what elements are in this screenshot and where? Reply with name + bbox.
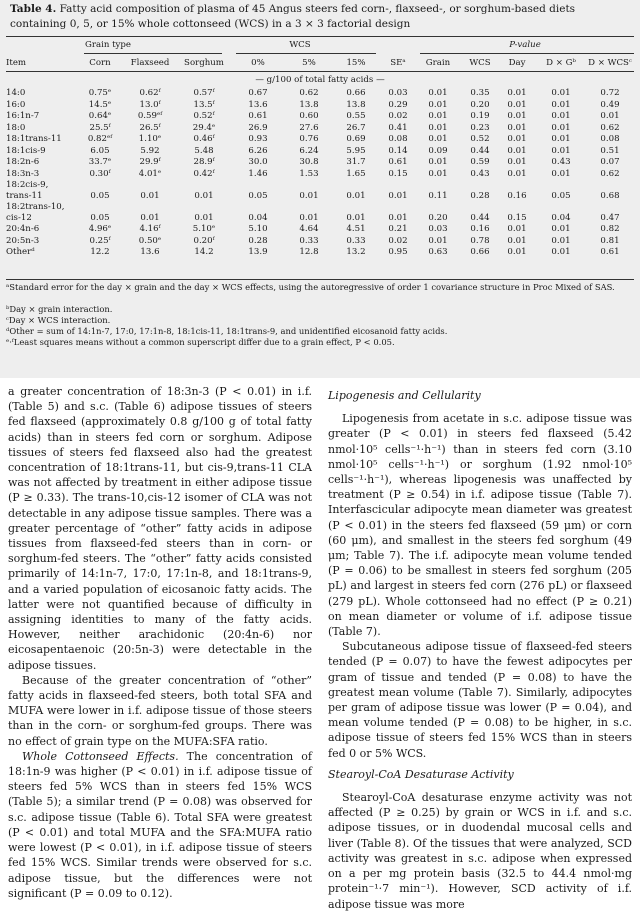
table-cell: 26.9	[248, 122, 268, 133]
group-header-grain: Grain type	[84, 40, 132, 50]
table-cell: 0.82ᵉᶠ	[87, 134, 113, 144]
table-cell: 0.02	[388, 235, 408, 246]
footnote-b: ᵇDay × grain interaction.	[6, 304, 113, 314]
row-label: 18:0	[6, 122, 26, 133]
table-cell: 13.2	[346, 247, 366, 257]
pvalue-group-rule	[420, 53, 634, 54]
table-cell: 26.7	[346, 122, 366, 133]
right-paragraph-1: Lipogenesis from acetate in s.c. adipose tissue was greater (P < 0.01) in steers fed flaxseed (5.42 nmol·10⁵ cells⁻¹·h⁻¹) than in steers fed corn (3.10 nmol·10⁵ cells⁻¹·h⁻¹) or sorghum (1.92 nmol·10⁵ cells⁻¹·h⁻¹), whereas lipogenesis was unaffected by treatment (P ≥ 0.54) in i.f. adipose tissue (Table 7). Interfascicular adipocyte mean diameter was greatest (P < 0.01) in the steers fed flaxseed (59 μm) or corn (60 μm), and smallest in the steers fed sorghum (49 μm; Table 7). The i.f. adipocyte mean volume tended (P = 0.06) to be smallest in steers fed sorghum (205 pL) and largest in steers fed corn (276 pL) or flaxseed (279 pL). Whole cottonseed had no effect (P ≥ 0.21) on mean diameter or volume of i.f. adipose tissue (Table 7).	[328, 412, 632, 639]
table-cell: 0.01	[428, 157, 448, 167]
table-cell: 0.01	[428, 134, 448, 144]
table-cell: 0.33	[299, 235, 319, 246]
left-paragraph-1: a greater concentration of 18:3n-3 (P < 0.01) in i.f. (Table 5) and s.c. (Table 6) adipose tissues of steers fed flaxseed (approximately 0.8 g/100 g of total fatty acids) than in steers fed corn or sorghum. Adipose tissues of steers fed flaxseed also had the greatest concentration of 18:1trans-11, but cis-9,trans-11 CLA was not affected by treatment in either adipose tissue (P ≥ 0.33). The trans-10,cis-12 isomer of CLA was not detectable in any adipose tissue samples. There was a greater percentage of “other” fatty acids in adipose tissues from flaxseed-fed steers than in corn- or sorghum-fed steers. The “other” fatty acids consisted primarily of 14:1n-7, 17:0, 17:1n-8, and 18:1trans-9, and a varied population of eicosanoic fatty acids. The latter were not quantified because of difficulty in assigning identities to many of the fatty acids. However, neither arachidonic (20:4n-6) nor eicosapentaenoic (20:5n-3) were detectable in the adipose tissues.	[8, 385, 312, 672]
table-cell: 0.42ᶠ	[193, 168, 215, 179]
wcs-group-rule	[236, 53, 376, 54]
table-cell: 0.01	[507, 168, 527, 179]
table-cell: 0.72	[600, 88, 620, 98]
table-cell: 25.5ᶠ	[89, 122, 111, 133]
table-cell: 0.47	[600, 213, 620, 223]
table-row	[0, 180, 640, 201]
table-cell: 1.53	[299, 168, 319, 179]
table-cell: 0.69	[346, 134, 366, 144]
table-cell: 0.20	[470, 99, 490, 110]
table-cell: 0.01	[507, 145, 527, 156]
table-cell: 0.43	[551, 157, 571, 167]
table-cell: 0.55	[346, 111, 366, 121]
table-cell: 0.20ᶠ	[193, 235, 215, 246]
table-cell: 0.20	[428, 213, 448, 223]
table-cell: 1.10ᵉ	[138, 134, 162, 144]
grain-group-rule	[84, 53, 222, 54]
table-row	[0, 202, 640, 223]
scd-heading: Stearoyl-CoA Desaturase Activity	[328, 767, 514, 781]
table-cell: 30.0	[248, 157, 268, 167]
table-cell: 0.66	[346, 88, 366, 98]
top-rule	[6, 36, 634, 37]
table-cell: 0.23	[470, 122, 490, 133]
table-cell: 1.65	[346, 168, 366, 179]
table-cell: 0.01	[428, 122, 448, 133]
table-cell: 0.61	[388, 157, 408, 167]
table-cell: 14.5ᵉ	[88, 99, 112, 110]
group-header-wcs: WCS	[289, 40, 311, 50]
table-cell: 0.16	[507, 191, 527, 201]
table-cell: 0.50ᵉ	[138, 235, 162, 246]
row-label-cont: trans-11	[6, 191, 43, 201]
table-cell: 0.46ᶠ	[193, 134, 215, 144]
group-header-pvalue: P-value	[509, 40, 541, 50]
table-cell: 0.81	[600, 235, 620, 246]
table-cell: 0.05	[90, 213, 110, 223]
table-cell: 0.43	[470, 168, 490, 179]
table-cell: 0.01	[428, 168, 448, 179]
table-cell: 0.09	[428, 145, 448, 156]
table-cell: 5.92	[140, 145, 160, 156]
col-header-p-grain: Grain	[425, 58, 451, 68]
table-cell: 0.44	[470, 145, 490, 156]
table-cell: 0.04	[248, 213, 268, 223]
table-cell: 0.52	[470, 134, 490, 144]
table-cell: 6.24	[299, 145, 319, 156]
col-header-se: SEᵃ	[390, 58, 406, 68]
table-cell: 1.46	[248, 168, 268, 179]
table-cell: 0.01	[428, 111, 448, 121]
table-caption-text: Fatty acid composition of plasma of 45 Angus steers fed corn-, flaxseed-, or sorghum-based diets containing 0, 5, or 15% whole cottonseed (WCS) in a 3 × 3 factorial design	[10, 3, 576, 30]
row-label: Otherᵈ	[6, 247, 35, 257]
table-cell: 0.01	[551, 134, 571, 144]
left-text-column	[8, 384, 312, 901]
table-cell: 0.01	[551, 224, 571, 234]
table-row	[0, 169, 640, 180]
table-cell: 0.08	[388, 134, 408, 144]
header-rule	[6, 71, 634, 72]
table-cell: 0.02	[388, 111, 408, 121]
table-cell: 0.51	[600, 145, 620, 156]
table-cell: 0.62	[299, 88, 319, 98]
table-row	[0, 236, 640, 247]
col-header-flaxseed: Flaxseed	[130, 58, 170, 68]
right-paragraph-2: Subcutaneous adipose tissue of flaxseed-fed steers tended (P = 0.07) to have the fewest adipocytes per gram of tissue and tended (P = 0.08) to have the greatest mean volume (Table 7). Similarly, adipocytes per gram of adipose tissue was lower (P = 0.04), and mean volume tended (P = 0.08) to be higher, in s.c. adipose tissue of steers fed 15% WCS than in steers fed 0 or 5% WCS.	[328, 640, 632, 760]
table-cell: 0.62ᶠ	[139, 88, 161, 98]
table-cell: 0.01	[428, 235, 448, 246]
row-label: 18:1cis-9	[6, 145, 46, 156]
table-cell: 0.01	[551, 145, 571, 156]
table-cell: 30.8	[299, 157, 319, 167]
table-cell: 0.57ᶠ	[193, 88, 215, 98]
table-cell: 0.04	[551, 213, 571, 223]
table-section	[0, 0, 640, 378]
table-cell: 0.01	[507, 247, 527, 257]
footnote-d: ᵈOther = sum of 14:1n-7, 17:0, 17:1n-8, 18:1cis-11, 18:1trans-9, and unidentified eicosanoid fatty acids.	[6, 326, 448, 336]
table-cell: 0.78	[470, 235, 490, 246]
table-cell: 0.01	[507, 157, 527, 167]
table-cell: 0.52ᶠ	[193, 111, 215, 121]
table-cell: 6.05	[90, 145, 110, 156]
table-cell: 13.5ᶠ	[193, 99, 215, 110]
table-title: Table 4.	[10, 3, 57, 15]
table-cell: 0.01	[140, 213, 160, 223]
table-cell: 0.28	[248, 235, 268, 246]
row-label: 20:5n-3	[6, 235, 40, 246]
table-cell: 0.01	[428, 88, 448, 98]
table-cell: 0.01	[194, 213, 214, 223]
table-cell: 0.68	[600, 191, 620, 201]
footnote-a: ᵃStandard error for the day × grain and the day × WCS effects, using the autoregressive of order 1 covariance structure in Proc Mixed of SAS.	[6, 282, 615, 292]
footnote-c: ᶜDay × WCS interaction.	[6, 315, 111, 325]
table-cell: 0.76	[299, 134, 319, 144]
left-paragraph-2: Because of the greater concentration of “other” fatty acids in flaxseed-fed steers, both total SFA and MUFA were lower in i.f. adipose tissue of those steers than in the corn- or sorghum-fed groups. There was no effect of grain type on the MUFA:SFA ratio.	[8, 673, 312, 748]
table-cell: 0.59ᵉᶠ	[137, 111, 163, 121]
table-cell: 0.11	[428, 191, 448, 201]
table-cell: 0.05	[90, 191, 110, 201]
table-cell: 12.8	[299, 247, 319, 257]
row-label: 20:4n-6	[6, 224, 40, 234]
table-cell: 0.01	[194, 191, 214, 201]
table-cell: 0.49	[600, 99, 620, 110]
table-cell: 0.07	[600, 157, 620, 167]
col-header-wcs-5: 5%	[302, 58, 316, 68]
table-cell: 28.9ᶠ	[193, 157, 215, 167]
row-label: 16:1n-7	[6, 111, 40, 121]
col-header-sorghum: Sorghum	[184, 58, 224, 68]
table-row	[0, 88, 640, 99]
table-cell: 0.19	[470, 111, 490, 121]
table-cell: 0.01	[140, 191, 160, 201]
table-cell: 12.2	[90, 247, 110, 257]
table-cell: 13.6	[248, 99, 268, 110]
lipogenesis-heading: Lipogenesis and Cellularity	[328, 389, 481, 402]
table-cell: 0.03	[388, 88, 408, 98]
table-cell: 0.01	[507, 99, 527, 110]
row-label: 16:0	[6, 99, 26, 110]
col-header-p-dxg: D × Gᵇ	[546, 58, 576, 68]
table-cell: 0.28	[470, 191, 490, 201]
table-cell: 0.61	[248, 111, 268, 121]
table-cell: 5.10ᵉ	[192, 224, 216, 234]
table-cell: 0.01	[507, 224, 527, 234]
table-cell: 0.93	[248, 134, 268, 144]
table-cell: 0.95	[388, 247, 408, 257]
table-cell: 33.7ᵉ	[88, 157, 112, 167]
col-header-item: Item	[6, 58, 27, 68]
table-cell: 0.01	[428, 99, 448, 110]
table-cell: 0.01	[346, 213, 366, 223]
table-cell: 0.01	[346, 191, 366, 201]
table-cell: 0.01	[299, 213, 319, 223]
table-cell: 0.62	[600, 122, 620, 133]
row-label: 18:1trans-11	[6, 134, 62, 144]
table-cell: 0.03	[428, 224, 448, 234]
table-cell: 0.01	[299, 191, 319, 201]
table-cell: 13.6	[140, 247, 160, 257]
row-label: 18:2n-6	[6, 157, 40, 167]
table-cell: 0.21	[388, 224, 408, 234]
table-cell: 0.01	[551, 235, 571, 246]
table-cell: 0.61	[600, 247, 620, 257]
table-cell: 4.01ᵉ	[138, 168, 162, 179]
table-cell: 0.01	[551, 111, 571, 121]
table-cell: 0.14	[388, 145, 408, 156]
row-label: 18:3n-3	[6, 168, 40, 179]
table-row	[0, 134, 640, 145]
table-caption	[10, 2, 625, 32]
row-label-cont: cis-12	[6, 213, 32, 223]
table-cell: 0.67	[248, 88, 268, 98]
table-cell: 0.01	[388, 191, 408, 201]
table-cell: 29.4ᵉ	[192, 122, 216, 133]
right-text-column	[328, 384, 632, 912]
table-cell: 0.63	[428, 247, 448, 257]
table-cell: 14.2	[194, 247, 214, 257]
table-cell: 0.05	[551, 191, 571, 201]
table-cell: 0.25ᶠ	[89, 235, 111, 246]
left-paragraph-3	[8, 749, 312, 901]
table-cell: 0.01	[388, 213, 408, 223]
row-label: 18:2trans-10,	[6, 202, 65, 212]
table-cell: 0.01	[551, 122, 571, 133]
table-cell: 0.64ᵉ	[88, 111, 112, 121]
col-header-wcs-0: 0%	[251, 58, 265, 68]
table-cell: 0.01	[551, 99, 571, 110]
table-cell: 0.01	[551, 88, 571, 98]
table-cell: 5.10	[248, 224, 268, 234]
table-cell: 0.29	[388, 99, 408, 110]
unit-line: — g/100 of total fatty acids —	[255, 75, 385, 85]
table-cell: 0.30ᶠ	[89, 168, 111, 179]
table-cell: 0.35	[470, 88, 490, 98]
col-header-p-wcs: WCS	[469, 58, 491, 68]
wcs-effects-heading: Whole Cottonseed Effects.	[22, 749, 179, 763]
table-row	[0, 111, 640, 122]
left-paragraph-3-text: The concentration of 18:1n-9 was higher (P < 0.01) in i.f. adipose tissue of steers fed 5% WCS than in steers fed 15% WCS (Table 5); a similar trend (P = 0.08) was observed for s.c. adipose tissue (Table 6). Total SFA were greatest (P < 0.01) and total MUFA and the SFA:MUFA ratio were lowest (P < 0.01), in i.f. adipose tissue of steers fed 15% WCS. Similar trends were observed for s.c. adipose tissue, but the differences were not significant (P = 0.09 to 0.12).	[8, 749, 312, 900]
unit-line-text: g/100 of total fatty acids	[266, 75, 374, 85]
table-cell: 0.66	[470, 247, 490, 257]
table-row	[0, 224, 640, 235]
table-cell: 0.75ᵉ	[88, 88, 112, 98]
table-cell: 13.8	[346, 99, 366, 110]
table-cell: 0.16	[470, 224, 490, 234]
table-row	[0, 157, 640, 168]
table-cell: 4.64	[299, 224, 319, 234]
table-cell: 4.96ᵉ	[88, 224, 112, 234]
table-row	[0, 146, 640, 157]
table-row	[0, 100, 640, 111]
table-cell: 4.16ᶠ	[139, 224, 161, 234]
table-cell: 27.6	[299, 122, 319, 133]
bottom-rule	[6, 279, 634, 280]
row-label: 14:0	[6, 88, 26, 98]
table-cell: 0.01	[551, 247, 571, 257]
table-row	[0, 123, 640, 134]
right-paragraph-3: Stearoyl-CoA desaturase enzyme activity was not affected (P ≥ 0.25) by grain or WCS in i.f. and s.c. adipose tissues, or in duodendal mucosal cells and liver (Table 8). Of the tissues that were analyzed, SCD activity was greatest in s.c. adipose when expressed on a per mg protein basis (32.5 to 44.4 nmol·mg protein⁻¹·7 min⁻¹). However, SCD activity of i.f. adipose tissue was more	[328, 791, 632, 911]
col-header-p-dxwcs: D × WCSᶜ	[588, 58, 632, 68]
table-cell: 13.0ᶠ	[139, 99, 161, 110]
table-cell: 0.08	[600, 134, 620, 144]
table-cell: 5.95	[346, 145, 366, 156]
table-cell: 0.59	[470, 157, 490, 167]
table-cell: 0.01	[507, 122, 527, 133]
table-cell: 0.05	[248, 191, 268, 201]
table-row	[0, 247, 640, 258]
col-header-wcs-15: 15%	[346, 58, 366, 68]
table-cell: 0.41	[388, 122, 408, 133]
table-cell: 31.7	[346, 157, 366, 167]
col-header-corn: Corn	[89, 58, 111, 68]
footnote-ef: ᵉ·ᶠLeast squares means without a common superscript differ due to a grain effect, P < 0.05.	[6, 337, 395, 347]
table-cell: 0.01	[507, 134, 527, 144]
table-cell: 0.01	[600, 111, 620, 121]
table-cell: 0.01	[507, 88, 527, 98]
table-cell: 0.33	[346, 235, 366, 246]
table-cell: 13.8	[299, 99, 319, 110]
table-cell: 0.01	[507, 235, 527, 246]
table-cell: 13.9	[248, 247, 268, 257]
table-cell: 29.9ᶠ	[139, 157, 161, 167]
table-cell: 0.15	[388, 168, 408, 179]
table-cell: 4.51	[346, 224, 366, 234]
table-cell: 0.60	[299, 111, 319, 121]
table-cell: 0.82	[600, 224, 620, 234]
table-cell: 26.5ᶠ	[139, 122, 161, 133]
row-label: 18:2cis-9,	[6, 180, 49, 190]
table-cell: 0.62	[600, 168, 620, 179]
table-cell: 0.01	[551, 168, 571, 179]
col-header-p-day: Day	[508, 58, 526, 68]
table-cell: 0.44	[470, 213, 490, 223]
table-cell: 5.48	[194, 145, 214, 156]
table-cell: 0.15	[507, 213, 527, 223]
table-cell: 6.26	[248, 145, 268, 156]
table-cell: 0.01	[507, 111, 527, 121]
